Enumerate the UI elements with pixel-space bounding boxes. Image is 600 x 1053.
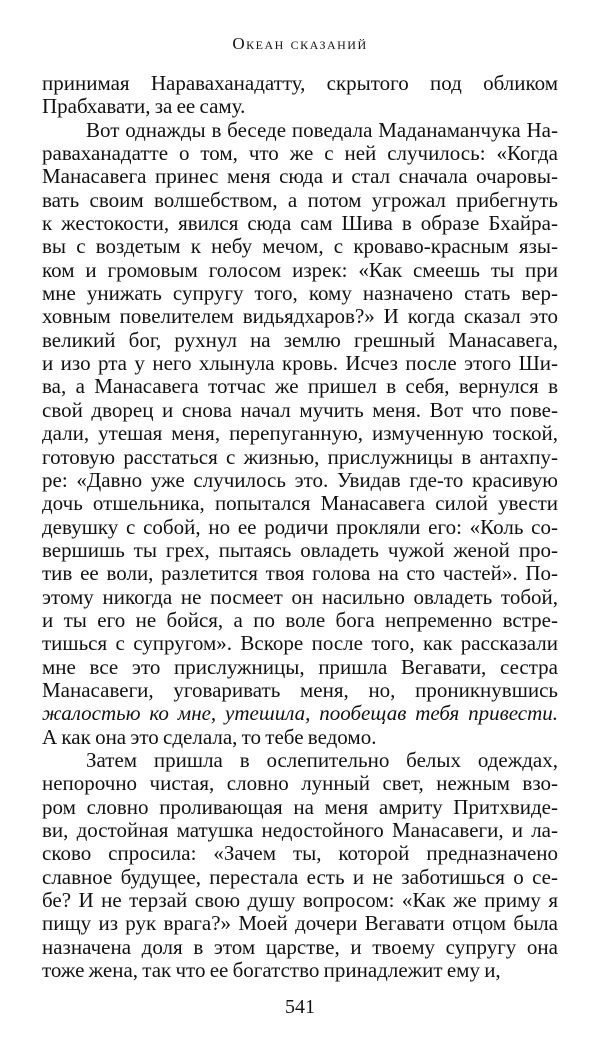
text-line: Прабхавати, за ее саму. [42,94,246,119]
running-header: Океан сказаний [232,34,368,53]
text-line: непорочно чистая, словно лунный свет, нежным взо- [42,771,558,796]
text-line: ва, а Манасавега тотчас же пришел в себя, вернулся в [42,374,558,399]
text-line: ром словно проливающая на меня амриту Притхвиде- [42,794,558,819]
text-line: свой дворец и снова начал мучить меня. Вот что пове- [42,397,558,422]
text-line: тишься с супругом». Вскоре после того, как рассказали [42,631,558,656]
text-line: Манасавега принес меня сюда и стал сначала очаровы- [42,164,558,189]
text-line: тоже жена, так что ее богатство принадлежит ему и, [42,958,501,983]
text-line: ховным повелителем видьядхаров?» И когда сказал это [42,304,558,329]
text-line: жалостью ко мне, утешила, пообещав тебя привести. [42,701,558,726]
text-line: и ты его не бойся, а по воле бога непременно встре- [42,607,558,632]
text-line: дали, утешая меня, перепуганную, измученную тоской, [42,421,558,446]
text-line: мне унижать супругу того, кому назначено стать вер- [42,281,558,306]
text-line: и изо рта у него хлынула кровь. Исчез после этого Ши- [42,351,558,376]
text-line: А как она это сделала, то тебе ведомо. [42,724,377,749]
page-body-text [42,72,558,982]
page-number: 541 [285,996,315,1018]
text-line: тив ее воли, разлетится твоя голова на сто частей». По- [42,561,558,586]
text-line: вать своим волшебством, а потом угрожал прибегнуть [42,187,558,212]
text-line: ком и громовым голосом изрек: «Как смеешь ты при [42,257,558,282]
text-line: мне все это прислужницы, пришла Вегавати, сестра [42,654,558,679]
text-line: Затем пришла в ослепительно белых одеждах, [86,747,558,772]
text-line: раваханадатте о том, что же с ней случилось: «Когда [42,141,558,166]
text-line: этому никогда не посмеет он насильно овладеть тобой, [42,584,558,609]
text-line: назначена доля в этом царстве, и твоему супругу она [42,934,558,959]
text-line: дочь отшельника, попытался Манасавега силой увести [42,491,558,516]
text-line: сково спросила: «Зачем ты, которой предназначено [42,841,558,866]
text-line: Вот однажды в беседе поведала Маданаманчука На- [86,117,558,142]
text-line: вы с воздетым к небу мечом, с кроваво-красным язы- [42,234,558,259]
text-line: пищу из рук врага?» Моей дочери Вегавати отцом была [42,911,558,936]
text-line: ре: «Давно уже случилось это. Увидав где-то красивую [42,467,558,492]
text-line: принимая Нараваханадатту, скрытого под обликом [42,71,558,95]
text-line: к жестокости, явился сюда сам Шива в образе Бхайра- [42,211,558,236]
text-line: Манасавеги, уговаривать меня, но, проникнувшись [42,677,558,702]
text-line: девушку с собой, но ее родичи прокляли его: «Коль со- [42,514,558,539]
text-line: вершишь ты грех, пытаясь овладеть чужой женой про- [42,537,558,562]
text-line: великий бог, рухнул на землю грешный Манасавега, [42,327,558,352]
text-line: бе? И не терзай свою душу вопросом: «Как же приму я [42,888,558,913]
text-line: ви, достойная матушка недостойного Манасавеги, и ла- [42,818,558,842]
text-line: славное будущее, перестала есть и не заботишься о се- [42,864,558,889]
text-line: готовую расстаться с жизнью, прислужницы в антахпу- [42,444,558,469]
